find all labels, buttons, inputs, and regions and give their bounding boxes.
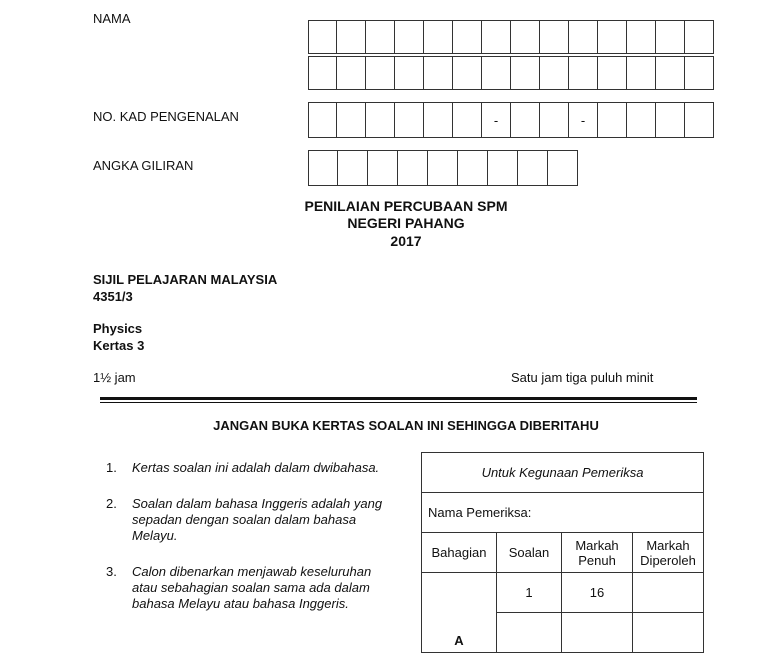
row1-soalan: 1 bbox=[497, 573, 562, 613]
divider-thin bbox=[100, 402, 697, 403]
title-line-3: 2017 bbox=[390, 233, 422, 249]
duration-long: Satu jam tiga puluh minit bbox=[511, 370, 654, 385]
nama-label: NAMA bbox=[93, 11, 131, 26]
title-line-1: PENILAIAN PERCUBAAN SPM bbox=[304, 198, 508, 214]
angka-giliran-boxes[interactable] bbox=[308, 150, 578, 186]
section-label: A bbox=[422, 573, 497, 653]
row2-soalan bbox=[497, 613, 562, 653]
subject: Physics bbox=[93, 321, 143, 336]
duration-short: 1½ jam bbox=[93, 370, 136, 385]
col-soalan: Soalan bbox=[497, 533, 562, 573]
ic-label: NO. KAD PENGENALAN bbox=[93, 109, 239, 124]
exam-code: 4351/3 bbox=[93, 289, 133, 304]
row2-markah-diperoleh[interactable] bbox=[633, 613, 704, 653]
warning-text: JANGAN BUKA KERTAS SOALAN INI SEHINGGA DIBERITAHU bbox=[213, 418, 599, 433]
row1-markah-diperoleh[interactable] bbox=[633, 573, 704, 613]
ic-boxes[interactable] bbox=[308, 102, 714, 138]
name-boxes-row-2[interactable] bbox=[308, 56, 714, 90]
title-line-2: NEGERI PAHANG bbox=[347, 215, 465, 231]
examiner-table-heading: Untuk Kegunaan Pemeriksa bbox=[422, 453, 704, 493]
paper: Kertas 3 bbox=[93, 338, 145, 353]
instruction-item: 3. Calon dibenarkan menjawab keseluruhan atau sebahagian soalan sama ada dalam bahasa Melayu atau bahasa Inggeris. bbox=[106, 564, 372, 611]
instructions-list bbox=[106, 460, 386, 632]
col-markah-diperoleh: Markah Diperoleh bbox=[633, 533, 704, 573]
ic-separator-2: - bbox=[569, 102, 598, 138]
instruction-item: 2. Soalan dalam bahasa Inggeris adalah yang sepadan dengan soalan dalam bahasa Melayu. bbox=[106, 496, 383, 543]
divider-thick bbox=[100, 397, 697, 400]
examiner-table bbox=[421, 452, 704, 653]
col-bahagian: Bahagian bbox=[422, 533, 497, 573]
row2-markah-penuh bbox=[562, 613, 633, 653]
col-markah-penuh: Markah Penuh bbox=[562, 533, 633, 573]
name-boxes-row-1[interactable] bbox=[308, 20, 714, 54]
examiner-name-label: Nama Pemeriksa: bbox=[422, 493, 704, 533]
angka-giliran-label: ANGKA GILIRAN bbox=[93, 158, 194, 173]
row1-markah-penuh: 16 bbox=[562, 573, 633, 613]
instruction-item: 1. Kertas soalan ini adalah dalam dwibahasa. bbox=[106, 460, 380, 475]
ic-separator-1: - bbox=[482, 102, 511, 138]
exam-name: SIJIL PELAJARAN MALAYSIA bbox=[93, 272, 278, 287]
